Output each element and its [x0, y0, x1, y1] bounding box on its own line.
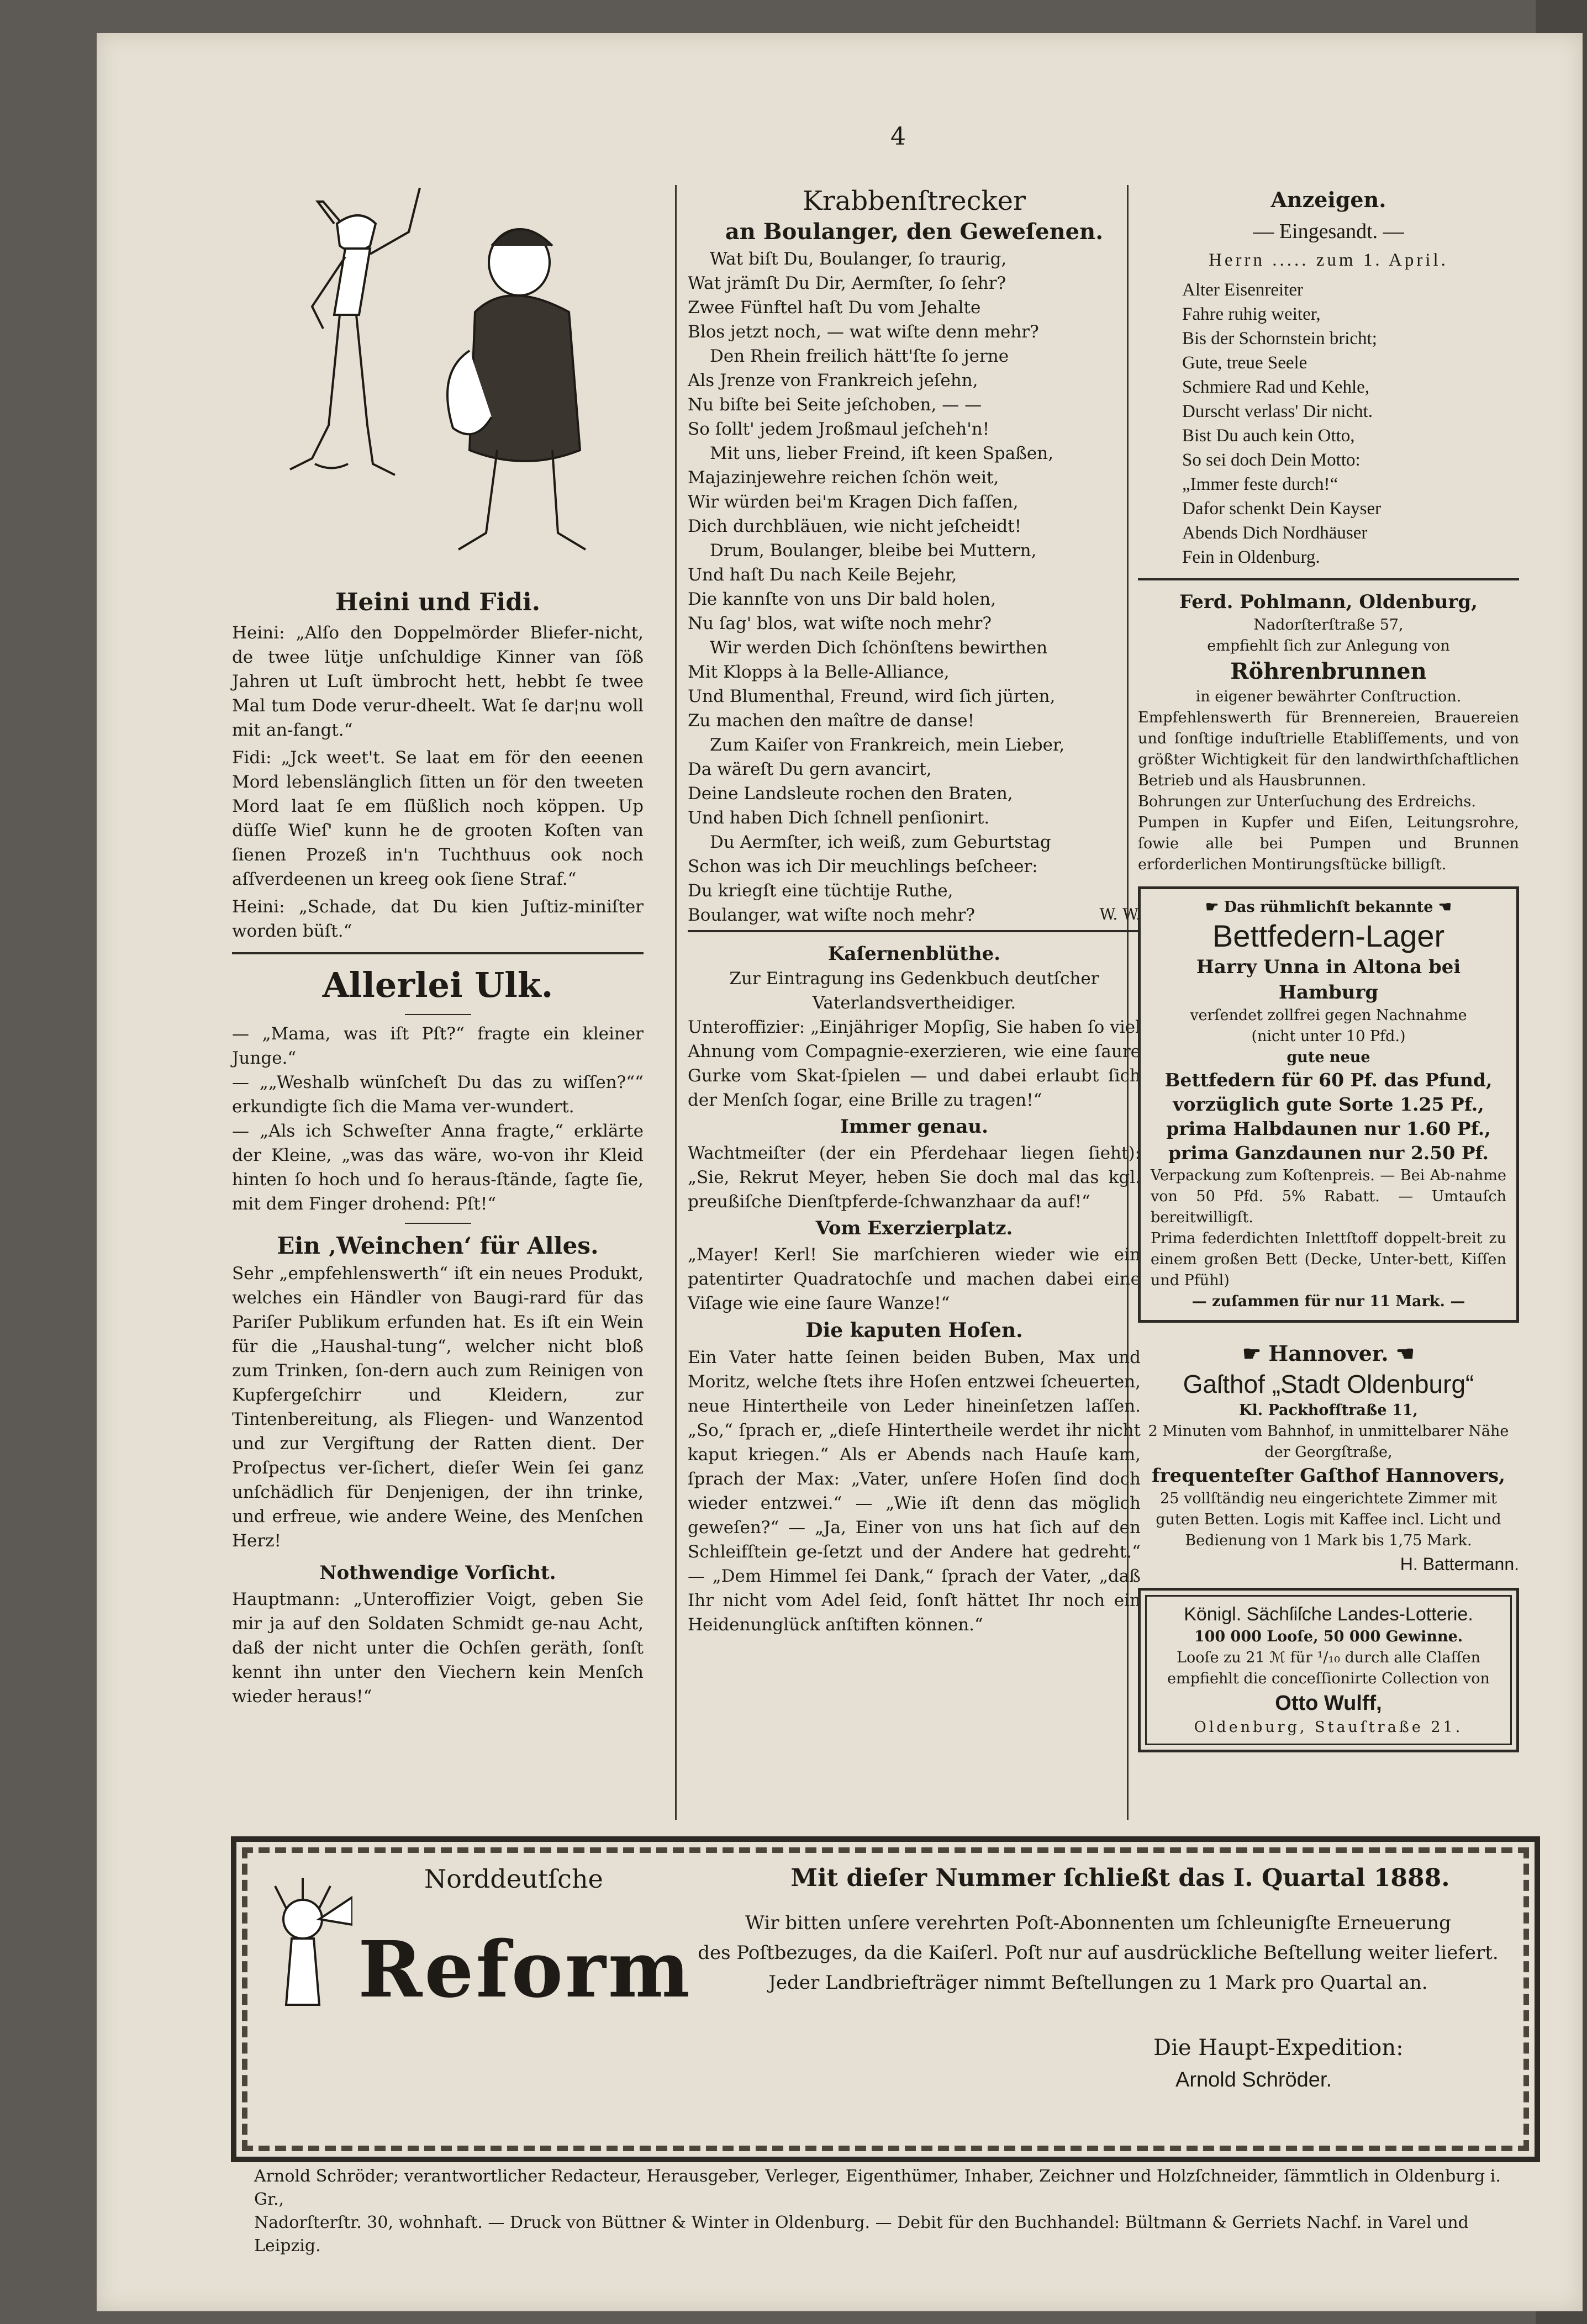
poem-line: Wat biſt Du, Boulanger, ſo traurig, — [710, 249, 1007, 269]
poem-line: So ſollt' jedem Jroßmaul jeſcheh'n! — [688, 419, 990, 439]
poem-signature: W. W. — [1099, 905, 1141, 923]
ad-send: verſendet zollfrei gegen Nachnahme — [1190, 1007, 1467, 1024]
ad-address: Oldenburg, Stauſtraße 21. — [1194, 1719, 1463, 1736]
ad-bettfedern — [1138, 886, 1519, 1323]
poem-line: So sei doch Dein Motto: — [1182, 450, 1361, 470]
page-number: 4 — [890, 123, 906, 151]
imprint-footer — [254, 2165, 1525, 2258]
dialog-paragraph: Fidi: „Jck weet't. Se laat em för den eeenen Mord lebenslänglich ſitten un för den tweeten Mord laat ſe em ſlüßlich noch köppen. Up düſſe Wieſ' kunn he de grooten Koſten van ſienen Prozeß in'n Tuchthuus ook noch aſſverdeenen un kreeg ook ſiene Straf.“ — [232, 748, 644, 889]
notice-line: des Poſtbezuges, da die Kaiſerl. Poſt nur auf ausdrückliche Beſtellung weiter liefert. — [698, 1942, 1499, 1964]
ad-lotterie-inner — [1145, 1595, 1512, 1745]
poem-line: Nu biſte bei Seite jeſchoben, — — — [688, 395, 982, 415]
ad-pohlmann — [1138, 589, 1519, 875]
eingesandt-poem — [1138, 278, 1519, 569]
poem-line: Die kannſte von uns Dir bald holen, — [688, 589, 997, 609]
ad-name: Otto Wulff, — [1275, 1692, 1382, 1715]
ad-line: Empfehlenswerth für Brennereien, Brauereien und ſonſtige induſtrielle Etabliſſements, und von größter Wichtigkeit für den landwirthſchaftlichen Betrieb und als Hausbrunnen. — [1138, 709, 1519, 789]
poem-line: Bist Du auch kein Otto, — [1182, 426, 1355, 446]
poem-line: Abends Dich Nordhäuser — [1182, 523, 1368, 543]
article-body: Sehr „empfehlenswerth“ iſt ein neues Produkt, welches ein Händler von Baugi-rard für das Pariſer Publikum erfunden hat. Es iſt ein Wein für die „Haushal-tung“, welcher nicht bloß zum Trinken, ſon-dern auch zum Reinigen von Kupfergeſchirr und Kleidern, zur Tintenbereitung, als Fliegen- und Wanzentod und zur Vergiftung der Ratten dient. Der Proſpectus ver-ſichert, dieſer Wein ſei ganz unſchädlich für Denjenigen, der ihn trinke, und erfreue, wie andere Weine, des Menſchen Herz! — [232, 1264, 644, 1551]
poem-line: Alter Eisenreiter — [1182, 280, 1303, 300]
poem-line: Fahre ruhig weiter, — [1182, 304, 1321, 324]
ad-firm: Harry Unna in Altona bei Hamburg — [1196, 956, 1461, 1003]
poem-line: Mit Klopps à la Belle-Alliance, — [688, 662, 950, 682]
poem-line: Durscht verlass' Dir nicht. — [1182, 402, 1373, 421]
poem-line: Gute, treue Seele — [1182, 353, 1307, 373]
article-body: „Mayer! Kerl! Sie marſchieren wieder wie ein patentirter Quadratochſe und machen dabei eine Viſage wie eine ſaure Wanze!“ — [688, 1245, 1141, 1313]
ad-hotel-name: Gaſthof „Stadt Oldenburg“ — [1183, 1370, 1474, 1398]
short-divider — [405, 1223, 471, 1224]
ad-line: in eigener bewährter Conſtruction. — [1195, 688, 1462, 705]
poem-line: Deine Landsleute rochen den Braten, — [688, 784, 1013, 804]
cartoon-drawing — [232, 185, 644, 583]
subscription-notice-box — [231, 1836, 1540, 2162]
poem-line: Schon was ich Dir meuchlings beſcheer: — [688, 857, 1038, 876]
article-body: Wachtmeiſter (der ein Pferdehaar liegen ſieht): „Sie, Rekrut Meyer, heben Sie doch mal das kgl. preußiſche Dienſtpferde-ſchwanzhaar da auf!“ — [688, 1143, 1141, 1212]
notice-line: Wir bitten unſere verehrten Poſt-Abonnenten um ſchleunigſte Erneuerung — [745, 1912, 1451, 1934]
section-divider — [1138, 578, 1519, 580]
poem-line: Zu machen den maître de danse! — [688, 711, 975, 731]
poem-line: Da wäreſt Du gern avancirt, — [688, 759, 932, 779]
poem-line: Wir würden bei'm Kragen Dich faſſen, — [688, 492, 1019, 512]
jester-horn-icon — [270, 1875, 352, 2041]
poem-line: Drum, Boulanger, bleibe bei Muttern, — [710, 541, 1037, 561]
poem-line: Zwee Fünftel haſt Du vom Jehalte — [688, 298, 981, 318]
poem-line: Du Aermſter, ich weiß, zum Geburtstag — [710, 832, 1051, 852]
ad-rooms: 25 vollſtändig neu eingerichtete Zimmer mit guten Betten. Logis mit Kaffee incl. Licht und Bedienung von 1 Mark bis 1,75 Mark. — [1156, 1490, 1501, 1549]
section-divider — [232, 952, 644, 954]
joke-paragraph: — „„Weshalb wünſcheſt Du das zu wiſſen?““ erkundigte ſich die Mama ver-wundert. — [232, 1073, 644, 1117]
ad-lotterie — [1138, 1588, 1519, 1752]
short-divider — [405, 1014, 471, 1015]
ad-product: Röhrenbrunnen — [1230, 658, 1427, 684]
poem-line: Den Rhein freilich hätt'ſte ſo jerne — [710, 346, 1009, 366]
article-title: Ein ‚Weinchen‘ für Alles. — [277, 1232, 599, 1259]
ad-gasthof — [1138, 1339, 1519, 1577]
article-body: Hauptmann: „Unteroffizier Voigt, geben Sie mir ja auf den Soldaten Schmidt ge-nau Acht, daß der nicht unter die Ochſen geräth, ſonſt kennt ihn unter den Viechern kein Menſch wieder heraus!“ — [232, 1589, 644, 1707]
ad-price-line: prima Halbdaunen nur 1.60 Pf., — [1166, 1118, 1491, 1139]
poem-line: Mit uns, lieber Freind, iſt keen Spaßen, — [710, 443, 1054, 463]
ad-street: Nadorſterſtraße 57, — [1253, 616, 1404, 633]
ad-top: ☛ Das rühmlichſt bekannte ☚ — [1205, 899, 1452, 916]
ad-title: Bettfedern-Lager — [1212, 918, 1445, 953]
ad-price-line: Bettfedern für 60 Pf. das Pfund, — [1164, 1069, 1493, 1091]
column-left — [232, 185, 644, 1709]
ad-firm-name: Ferd. Pohlmann, Oldenburg, — [1179, 591, 1478, 613]
ad-owner: H. Battermann. — [1400, 1554, 1519, 1574]
ad-price-line: vorzüglich gute Sorte 1.25 Pf., — [1173, 1094, 1484, 1115]
poem-line: Boulanger, wat wiſte noch mehr? — [688, 905, 975, 925]
ad-min: (nicht unter 10 Pfd.) — [1251, 1028, 1406, 1045]
poem-title: Krabbenſtrecker — [803, 186, 1026, 216]
poem-line: Blos jetzt noch, — wat wiſte denn mehr? — [688, 322, 1039, 342]
dialog-paragraph: Heini: „Schade, dat Du kien Juſtiz-miniſter worden büſt.“ — [232, 897, 644, 941]
poem-line: Wat jrämſt Du Dir, Aermſter, ſo ſehr? — [688, 273, 1006, 293]
notice-line: Jeder Landbriefträger nimmt Beſtellungen zu 1 Mark pro Quartal an. — [768, 1972, 1428, 1994]
poem-line: Und haben Dich ſchnell penſionirt. — [688, 808, 990, 828]
poem-line: Nu ſag' blos, wat wiſte noch mehr? — [688, 614, 992, 633]
column-divider — [675, 185, 677, 1820]
poem-line: Und haſt Du nach Keile Bejehr, — [688, 565, 957, 585]
poem-body — [688, 247, 1141, 927]
ad-city: ☛ Hannover. ☚ — [1242, 1341, 1415, 1366]
poem-line: Majazinjewehre reichen ſchön weit, — [688, 468, 999, 488]
ad-street: Kl. Packhofſtraße 11, — [1239, 1402, 1418, 1419]
ad-title: Königl. Sächſiſche Landes-Lotterie. — [1184, 1604, 1473, 1625]
cartoon-title: Heini und Fidi. — [335, 588, 541, 616]
ad-text: Looſe zu 21 ℳ für ¹/₁₀ durch alle Claſſen empfiehlt die conceſſionirte Collection von — [1167, 1649, 1490, 1687]
article-title: Vom Exerzierplatz. — [815, 1217, 1013, 1239]
poem-line: Fein in Oldenburg. — [1182, 547, 1320, 567]
article-body: Unteroffizier: „Einjähriger Mopſig, Sie haben ſo viel Ahnung vom Compagnie-exerzieren, wie eine ſaure Gurke vom Skat-ſpielen — und dabei erlaubt ſich der Menſch ſogar, eine Brille zu tragen!“ — [688, 1017, 1141, 1110]
joke-paragraph: — „Als ich Schweſter Anna fragte,“ erklärte der Kleine, „was das wäre, wo-von ihr Kleid hinten ſo hoch und ſo heraus-ſtände, ſagte ſie, mit dem Finger drohend: Pſt!“ — [232, 1121, 644, 1214]
ad-good: gute neue — [1287, 1049, 1370, 1066]
ad-distance: 2 Minuten vom Bahnhof, in unmittelbarer Nähe der Georgſtraße, — [1148, 1423, 1509, 1461]
poem-line: „Immer feste durch!“ — [1182, 474, 1338, 494]
poem-line: Zum Kaiſer von Frankreich, mein Lieber, — [710, 735, 1065, 755]
logo-title: Reform — [358, 1925, 692, 2015]
poem-line: Wir werden Dich ſchönſtens bewirthen — [710, 638, 1048, 658]
section-title-allerlei: Allerlei Ulk. — [322, 965, 553, 1005]
imprint-line: Arnold Schröder; verantwortlicher Redacteur, Herausgeber, Verleger, Eigenthümer, Inhaber, Zeichner und Holzſchneider, ſämmtlich in Oldenburg i. Gr., — [254, 2167, 1501, 2209]
ad-recommend: empfiehlt ſich zur Anlegung von — [1207, 637, 1450, 654]
joke-paragraph: — „Mama, was iſt Pſt?“ fragte ein kleiner Junge.“ — [232, 1024, 644, 1068]
article-body: Ein Vater hatte ſeinen beiden Buben, Max und Moritz, welche ſtets ihre Hoſen entzwei ſcheuerten, neue Hinterthеile von Leder hineinſetzen laſſen. „So,“ ſprach er, „dieſe Hintertheile werdet ihr nicht kaput kriegen.“ Als er Abends nach Hauſe kam, ſprach der Max: „Vater, unſere Hoſen ſind doch wieder entzwei.“ — „Wie iſt denn das möglich geweſen?“ — „Ja, Einer von uns hat ſich auf den Schleifſtein ge-ſetzt und der Andere hat gedreht.“ — „Dem Himmel ſei Dank,“ ſprach der Vater, „daß Ihr nicht vom Adel ſeid, ſonſt hättet Ihr noch ein Heidenunglück anſtiften können.“ — [688, 1348, 1141, 1635]
poem-line: Als Jrenze von Frankreich jeſehn, — [688, 371, 978, 390]
ad-line: Pumpen in Kupfer und Eiſen, Leitungsrohre, ſowie alle bei Pumpen und Brunnen erforderlichen Montirungsſtücke billigſt. — [1138, 814, 1519, 873]
poem-line: Schmiere Rad und Kehle, — [1182, 377, 1370, 397]
ad-price-line: prima Ganzdaunen nur 2.50 Pf. — [1168, 1142, 1489, 1164]
logo-subtitle: Norddeutſche — [424, 1864, 603, 1894]
ad-inlet: Prima federdichten Inlettſtoff doppelt-breit zu einem großen Bett (Decke, Unter-bett, Kiſſen und Pfühl) — [1151, 1230, 1506, 1289]
article-title: Immer genau. — [840, 1116, 988, 1138]
column-right — [1138, 185, 1519, 1752]
article-title: Nothwendige Vorſicht. — [319, 1562, 556, 1584]
poem-line: Du kriegſt eine tüchtije Ruthe, — [688, 881, 953, 901]
article-title: Die kaputen Hoſen. — [805, 1319, 1023, 1342]
poem-line: Dafor schenkt Dein Kayser — [1182, 499, 1382, 519]
poem-line: Bis der Schornstein bricht; — [1182, 329, 1377, 348]
article-intro: Zur Eintragung ins Gedenkbuch deutſcher Vaterlandsvertheidiger. — [729, 969, 1099, 1013]
notice-expedition: Die Haupt-Expedition: — [1153, 2035, 1404, 2061]
imprint-line: Nadorſterſtr. 30, wohnhaft. — Druck von Büttner & Winter in Oldenburg. — Debit für den Buchhandel: Bültmann & Gerriets Nachf. in Varel und Leipzig. — [254, 2213, 1469, 2256]
section-divider — [688, 930, 1141, 932]
ad-pack: Verpackung zum Koſtenpreis. — Bei Ab-nahme von 50 Pfd. 5% Rabatt. — Umtauſch bereitwilligſt. — [1151, 1167, 1506, 1226]
poem-line: Und Blumenthal, Freund, wird ſich jürten, — [688, 686, 1056, 706]
ads-heading: Anzeigen. — [1270, 187, 1386, 212]
poem-line: Dich durchbläuen, wie nicht jeſcheidt! — [688, 516, 1022, 536]
cartoon-illustration — [232, 185, 644, 583]
ad-line: Bohrungen zur Unterſuchung des Erdreichs. — [1138, 793, 1476, 810]
ad-frequent: frequenteſter Gaſthof Hannovers, — [1152, 1465, 1505, 1487]
eingesandt-addressee: Herrn ..... zum 1. April. — [1209, 250, 1448, 270]
notice-body — [689, 1908, 1507, 1998]
article-title: Kaſernenblüthe. — [827, 943, 1001, 965]
ad-count: 100 000 Looſe, 50 000 Gewinne. — [1194, 1628, 1463, 1645]
dialog-paragraph: Heini: „Alſo den Doppelmörder Bliefer-nicht, de twee lütje unſchuldige Kinner van ſöß Jahren ut Luſt ümbrocht hett, hebbt ſe twee Mal tum Dode verur-dheelt. Wat ſe dar¦nu woll mit an-fangt.“ — [232, 623, 644, 740]
poem-subtitle: an Boulanger, den Geweſenen. — [725, 219, 1104, 245]
eingesandt-heading: — Eingesandt. — — [1253, 220, 1404, 243]
ad-total: — zuſammen für nur 11 Mark. — — [1191, 1293, 1465, 1310]
notice-name: Arnold Schröder. — [1175, 2068, 1332, 2091]
column-middle — [688, 185, 1141, 1637]
notice-headline: Mit dieſer Nummer ſchließt das I. Quartal 1888. — [790, 1864, 1450, 1892]
